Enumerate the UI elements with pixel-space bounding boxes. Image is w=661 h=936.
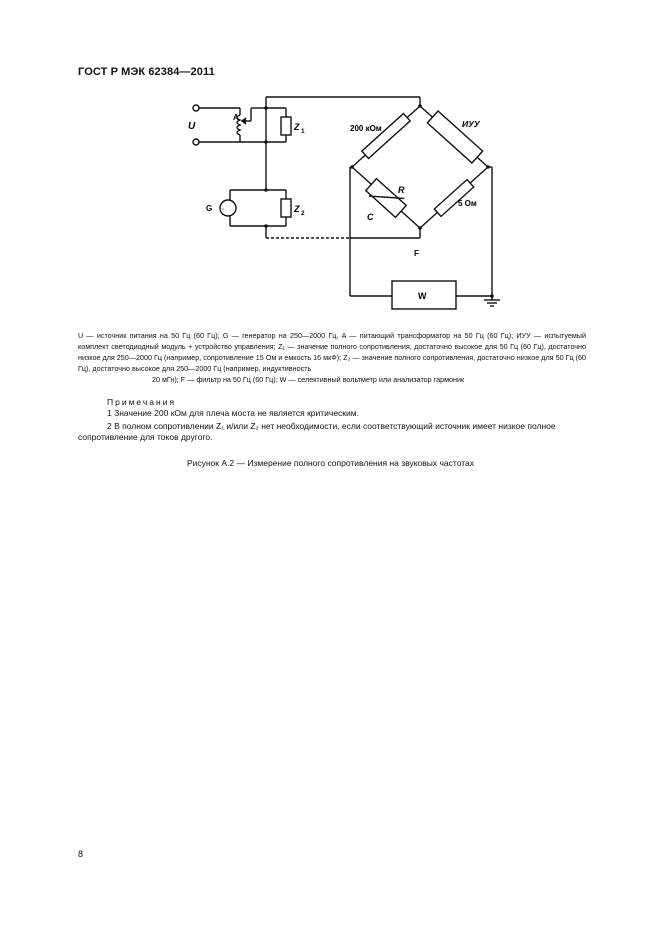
terminal-bottom bbox=[193, 139, 199, 145]
resistor-5ohm bbox=[434, 180, 473, 217]
terminal-top bbox=[193, 105, 199, 111]
label-z1: Z bbox=[294, 122, 300, 132]
label-c: C bbox=[367, 212, 374, 222]
label-a: A bbox=[233, 113, 239, 122]
figure-caption: Рисунок А.2 — Измерение полного сопротивления на звуковых частотах bbox=[186, 458, 475, 468]
label-g: G bbox=[206, 204, 213, 213]
notes-title: Примечания bbox=[107, 397, 177, 407]
legend-line-2: 20 мГн); F — фильтр на 50 Гц (60 Гц); W — селективный вольтметр или анализатор гармоник bbox=[152, 375, 465, 384]
label-iuu: ИУУ bbox=[462, 119, 480, 129]
label-u: U bbox=[188, 121, 196, 132]
label-z1-sub: 1 bbox=[301, 128, 305, 135]
label-200k: 200 кОм bbox=[350, 124, 382, 133]
legend-line-1: U — источник питания на 50 Гц (60 Гц); G — генератор на 250—2000 Гц, A — питающий трансформатор на 50 Гц (60 Гц); ИУУ — испытуемый комплект светодиодный модуль + устройство управления; Z₁ — значение полного сопротивления, достаточно высокое для 50 Гц (60 Гц), достаточно низкое для 250—2000 Гц (например, сопротивление 15 Ом и емкость 16 мкФ); Z₂ — значение полного сопротивления, достаточно низкое для 50 Гц (60 Гц), достаточно высокое для 250—2000 Гц (например, индуктивность bbox=[78, 331, 586, 373]
note-2: 2 В полном сопротивлении Z₁ и/или Z₂ нет необходимости, если соответствующий источник имеет низкое полное сопротивление для токов другого. bbox=[78, 421, 556, 442]
z2-resistor bbox=[281, 199, 291, 217]
circuit-diagram bbox=[0, 0, 661, 330]
z1-resistor bbox=[281, 117, 291, 135]
document-header: ГОСТ Р МЭК 62384—2011 bbox=[78, 66, 215, 78]
generator-glyph: ~ bbox=[221, 207, 225, 213]
resistor-200k bbox=[362, 114, 410, 159]
label-f: F bbox=[414, 249, 419, 258]
note-1: 1 Значение 200 кОм для плеча моста не является критическим. bbox=[107, 408, 359, 418]
page-number: 8 bbox=[78, 849, 84, 859]
label-5ohm: 5 Ом bbox=[458, 199, 477, 208]
label-r: R bbox=[398, 185, 405, 195]
label-w: W bbox=[418, 291, 427, 301]
label-z2-sub: 2 bbox=[301, 210, 305, 217]
figure-legend bbox=[78, 330, 586, 385]
label-z2: Z bbox=[294, 204, 300, 214]
